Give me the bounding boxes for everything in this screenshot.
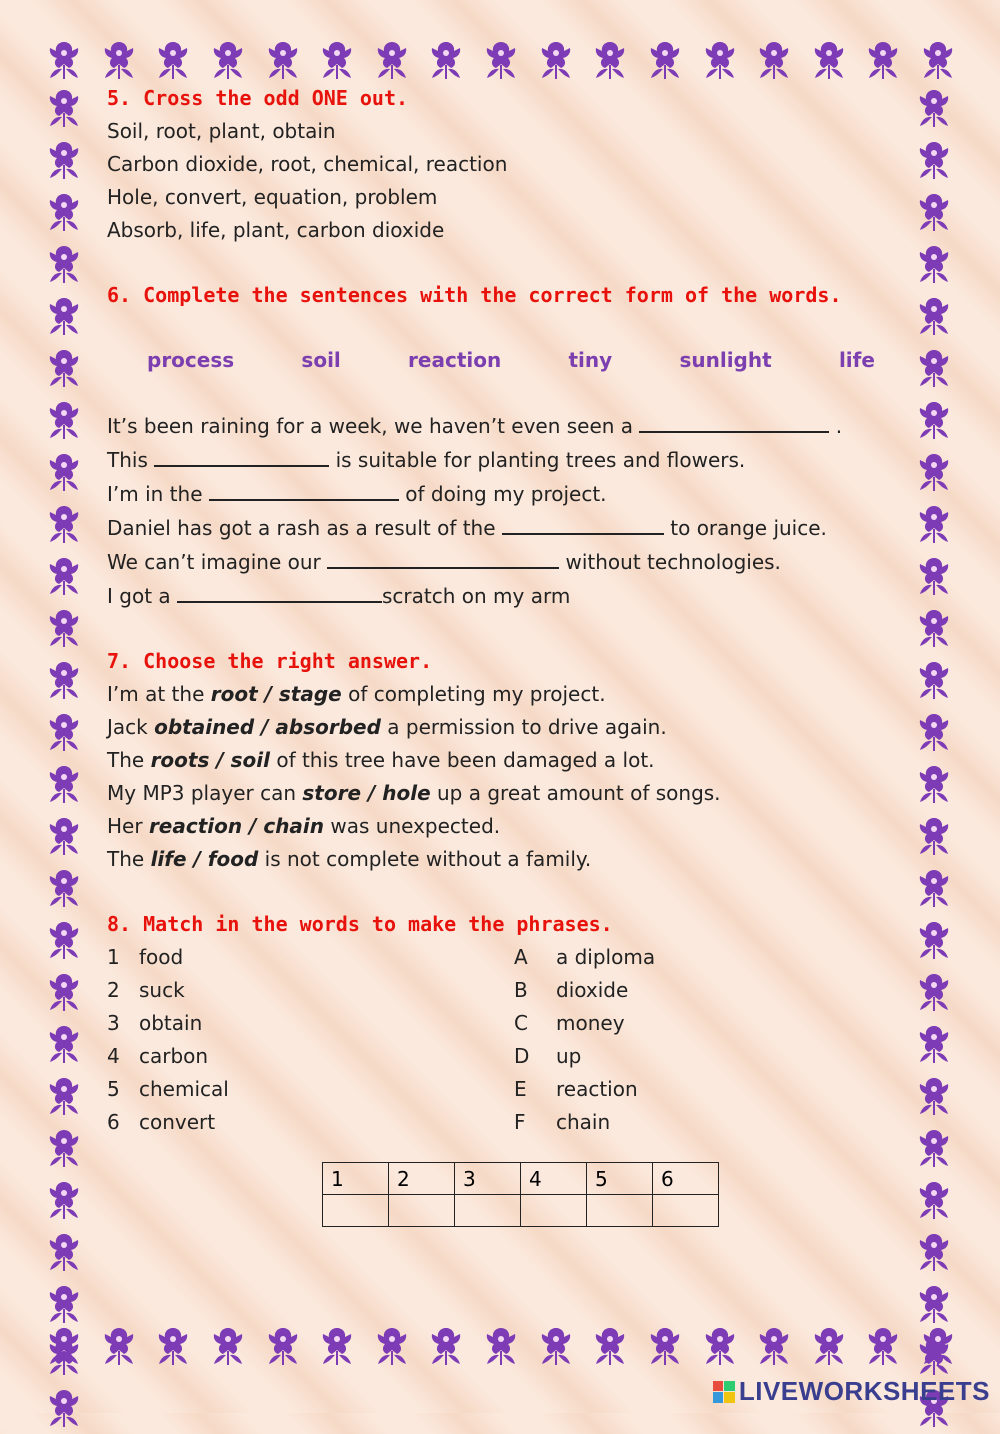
answer-blank[interactable] bbox=[154, 443, 329, 467]
section-7-items bbox=[107, 678, 897, 876]
choice-item: The roots / soil of this tree have been damaged a lot. bbox=[107, 748, 655, 772]
border-right bbox=[912, 86, 960, 1324]
flower-ornament-icon bbox=[206, 1324, 250, 1368]
section-6-sentences bbox=[107, 409, 897, 613]
choice-options[interactable]: reaction / chain bbox=[148, 814, 325, 838]
flower-ornament-icon bbox=[151, 38, 195, 82]
flower-ornament-icon bbox=[42, 1126, 86, 1170]
flower-ornament-icon bbox=[42, 1178, 86, 1222]
answer-header-cell: 4 bbox=[521, 1163, 587, 1195]
flower-ornament-icon bbox=[698, 38, 742, 82]
flower-ornament-icon bbox=[643, 1324, 687, 1368]
odd-one-out-line[interactable]: Soil, root, plant, obtain bbox=[107, 119, 336, 143]
flower-ornament-icon bbox=[261, 38, 305, 82]
logo-badge-icon bbox=[713, 1381, 735, 1403]
answer-input-cell[interactable] bbox=[521, 1195, 587, 1227]
flower-ornament-icon bbox=[912, 814, 956, 858]
choice-item: I’m at the root / stage of completing my project. bbox=[107, 682, 606, 706]
flower-ornament-icon bbox=[912, 1282, 956, 1326]
answer-table-input-row bbox=[323, 1195, 719, 1227]
flower-ornament-icon bbox=[912, 658, 956, 702]
flower-ornament-icon bbox=[807, 1324, 851, 1368]
word-bank-item: reaction bbox=[408, 348, 502, 372]
match-left-word: suck bbox=[139, 978, 185, 1002]
answer-input-cell[interactable] bbox=[587, 1195, 653, 1227]
answer-blank[interactable] bbox=[639, 409, 829, 433]
flower-ornament-icon bbox=[42, 450, 86, 494]
flower-ornament-icon bbox=[42, 190, 86, 234]
flower-ornament-icon bbox=[42, 346, 86, 390]
choice-item: Jack obtained / absorbed a permission to drive again. bbox=[107, 715, 667, 739]
border-top bbox=[42, 38, 960, 86]
flower-ornament-icon bbox=[261, 1324, 305, 1368]
flower-ornament-icon bbox=[42, 918, 86, 962]
flower-ornament-icon bbox=[370, 1324, 414, 1368]
flower-ornament-icon bbox=[752, 38, 796, 82]
matching-list: 1 food A a diploma 2 suck B dioxide 3 obtain C money 4 carbon D up 5 chemical E reaction 6 convert F chain bbox=[107, 941, 897, 1139]
flower-ornament-icon bbox=[861, 38, 905, 82]
answer-input-cell[interactable] bbox=[389, 1195, 455, 1227]
choice-options[interactable]: life / food bbox=[150, 847, 259, 871]
flower-ornament-icon bbox=[42, 606, 86, 650]
flower-ornament-icon bbox=[42, 1022, 86, 1066]
answer-blank[interactable] bbox=[209, 477, 399, 501]
match-right-word: up bbox=[556, 1044, 582, 1068]
flower-ornament-icon bbox=[534, 38, 578, 82]
sentence-1: It’s been raining for a week, we haven’t even seen a . bbox=[107, 409, 897, 443]
flower-ornament-icon bbox=[912, 1022, 956, 1066]
sentence-2: This is suitable for planting trees and flowers. bbox=[107, 443, 897, 477]
flower-ornament-icon bbox=[42, 398, 86, 442]
match-right-word: reaction bbox=[556, 1077, 638, 1101]
flower-ornament-icon bbox=[912, 710, 956, 754]
answer-table bbox=[322, 1162, 719, 1227]
match-right-word: a diploma bbox=[556, 945, 656, 969]
flower-ornament-icon bbox=[42, 502, 86, 546]
flower-ornament-icon bbox=[42, 658, 86, 702]
choice-item: My MP3 player can store / hole up a great amount of songs. bbox=[107, 781, 721, 805]
flower-ornament-icon bbox=[42, 242, 86, 286]
flower-ornament-icon bbox=[912, 1074, 956, 1118]
match-left-word: convert bbox=[139, 1110, 216, 1134]
logo-text: LIVEWORKSHEETS bbox=[738, 1376, 990, 1406]
flower-ornament-icon bbox=[97, 38, 141, 82]
choice-item: The life / food is not complete without a family. bbox=[107, 847, 592, 871]
word-bank-item: tiny bbox=[568, 348, 613, 372]
flower-ornament-icon bbox=[912, 1230, 956, 1274]
sentence-5: We can’t imagine our without technologies. bbox=[107, 545, 897, 579]
section-6-heading: 6. Complete the sentences with the correct form of the words. bbox=[107, 283, 842, 307]
section-8-heading: 8. Match in the words to make the phrases. bbox=[107, 912, 613, 936]
match-left-word: carbon bbox=[139, 1044, 209, 1068]
flower-ornament-icon bbox=[534, 1324, 578, 1368]
flower-ornament-icon bbox=[42, 86, 86, 130]
flower-ornament-icon bbox=[912, 86, 956, 130]
match-right-word: money bbox=[556, 1011, 625, 1035]
flower-ornament-icon bbox=[479, 38, 523, 82]
flower-ornament-icon bbox=[912, 294, 956, 338]
flower-ornament-icon bbox=[912, 450, 956, 494]
flower-ornament-icon bbox=[424, 1324, 468, 1368]
flower-ornament-icon bbox=[698, 1324, 742, 1368]
answer-header-cell: 2 bbox=[389, 1163, 455, 1195]
flower-ornament-icon bbox=[861, 1324, 905, 1368]
flower-ornament-icon bbox=[912, 398, 956, 442]
word-bank-item: life bbox=[838, 348, 875, 372]
border-bottom bbox=[42, 1324, 960, 1372]
match-left-word: obtain bbox=[139, 1011, 203, 1035]
flower-ornament-icon bbox=[206, 38, 250, 82]
flower-ornament-icon bbox=[912, 1178, 956, 1222]
liveworksheets-logo bbox=[713, 1376, 990, 1407]
choice-item: Her reaction / chain was unexpected. bbox=[107, 814, 501, 838]
odd-one-out-line[interactable]: Hole, convert, equation, problem bbox=[107, 185, 438, 209]
answer-input-cell[interactable] bbox=[653, 1195, 719, 1227]
flower-ornament-icon bbox=[912, 762, 956, 806]
flower-ornament-icon bbox=[912, 606, 956, 650]
flower-ornament-icon bbox=[912, 138, 956, 182]
match-left-word: food bbox=[139, 945, 184, 969]
flower-ornament-icon bbox=[912, 242, 956, 286]
flower-ornament-icon bbox=[807, 38, 851, 82]
choice-options[interactable]: store / hole bbox=[302, 781, 431, 805]
flower-ornament-icon bbox=[97, 1324, 141, 1368]
answer-table-header-row bbox=[323, 1163, 719, 1195]
answer-header-cell: 6 bbox=[653, 1163, 719, 1195]
flower-ornament-icon bbox=[42, 554, 86, 598]
choice-options[interactable]: roots / soil bbox=[150, 748, 270, 772]
flower-ornament-icon bbox=[42, 294, 86, 338]
flower-ornament-icon bbox=[370, 38, 414, 82]
worksheet-content bbox=[107, 82, 897, 1139]
choice-options[interactable]: root / stage bbox=[210, 682, 342, 706]
choice-options[interactable]: obtained / absorbed bbox=[154, 715, 381, 739]
flower-ornament-icon bbox=[42, 1324, 86, 1368]
flower-ornament-icon bbox=[912, 1126, 956, 1170]
answer-blank[interactable] bbox=[502, 511, 664, 535]
match-right-word: dioxide bbox=[556, 978, 629, 1002]
flower-ornament-icon bbox=[42, 866, 86, 910]
sentence-3: I’m in the of doing my project. bbox=[107, 477, 897, 511]
border-left bbox=[42, 86, 90, 1324]
flower-ornament-icon bbox=[42, 710, 86, 754]
sentence-6: I got a scratch on my arm bbox=[107, 579, 897, 613]
odd-one-out-line[interactable]: Carbon dioxide, root, chemical, reaction bbox=[107, 152, 508, 176]
word-bank bbox=[107, 344, 897, 377]
flower-ornament-icon bbox=[912, 554, 956, 598]
answer-blank[interactable] bbox=[327, 545, 559, 569]
flower-ornament-icon bbox=[424, 38, 468, 82]
section-5-lines bbox=[107, 115, 897, 247]
word-bank-item: process bbox=[147, 348, 235, 372]
word-bank-item: sunlight bbox=[679, 348, 772, 372]
flower-ornament-icon bbox=[42, 762, 86, 806]
flower-ornament-icon bbox=[315, 1324, 359, 1368]
section-5-heading: 5. Cross the odd ONE out. bbox=[107, 86, 409, 110]
flower-ornament-icon bbox=[752, 1324, 796, 1368]
sentence-4: Daniel has got a rash as a result of the to orange juice. bbox=[107, 511, 897, 545]
flower-ornament-icon bbox=[151, 1324, 195, 1368]
flower-ornament-icon bbox=[643, 38, 687, 82]
match-right-word: chain bbox=[556, 1110, 611, 1134]
answer-input-cell[interactable] bbox=[323, 1195, 389, 1227]
flower-ornament-icon bbox=[912, 970, 956, 1014]
flower-ornament-icon bbox=[912, 346, 956, 390]
answer-input-cell[interactable] bbox=[455, 1195, 521, 1227]
flower-ornament-icon bbox=[42, 38, 86, 82]
flower-ornament-icon bbox=[479, 1324, 523, 1368]
answer-header-cell: 3 bbox=[455, 1163, 521, 1195]
flower-ornament-icon bbox=[42, 970, 86, 1014]
flower-ornament-icon bbox=[916, 1324, 960, 1368]
flower-ornament-icon bbox=[315, 38, 359, 82]
match-left-word: chemical bbox=[139, 1077, 229, 1101]
odd-one-out-line[interactable]: Absorb, life, plant, carbon dioxide bbox=[107, 218, 445, 242]
answer-header-cell: 1 bbox=[323, 1163, 389, 1195]
flower-ornament-icon bbox=[912, 502, 956, 546]
flower-ornament-icon bbox=[588, 38, 632, 82]
flower-ornament-icon bbox=[916, 38, 960, 82]
flower-ornament-icon bbox=[42, 1074, 86, 1118]
flower-ornament-icon bbox=[42, 1230, 86, 1274]
section-7-heading: 7. Choose the right answer. bbox=[107, 649, 433, 673]
flower-ornament-icon bbox=[588, 1324, 632, 1368]
answer-blank[interactable] bbox=[177, 579, 382, 603]
flower-ornament-icon bbox=[912, 918, 956, 962]
flower-ornament-icon bbox=[42, 138, 86, 182]
word-bank-item: soil bbox=[301, 348, 341, 372]
flower-ornament-icon bbox=[42, 814, 86, 858]
flower-ornament-icon bbox=[912, 190, 956, 234]
flower-ornament-icon bbox=[42, 1282, 86, 1326]
flower-ornament-icon bbox=[912, 866, 956, 910]
answer-header-cell: 5 bbox=[587, 1163, 653, 1195]
flower-ornament-icon bbox=[42, 1386, 86, 1430]
